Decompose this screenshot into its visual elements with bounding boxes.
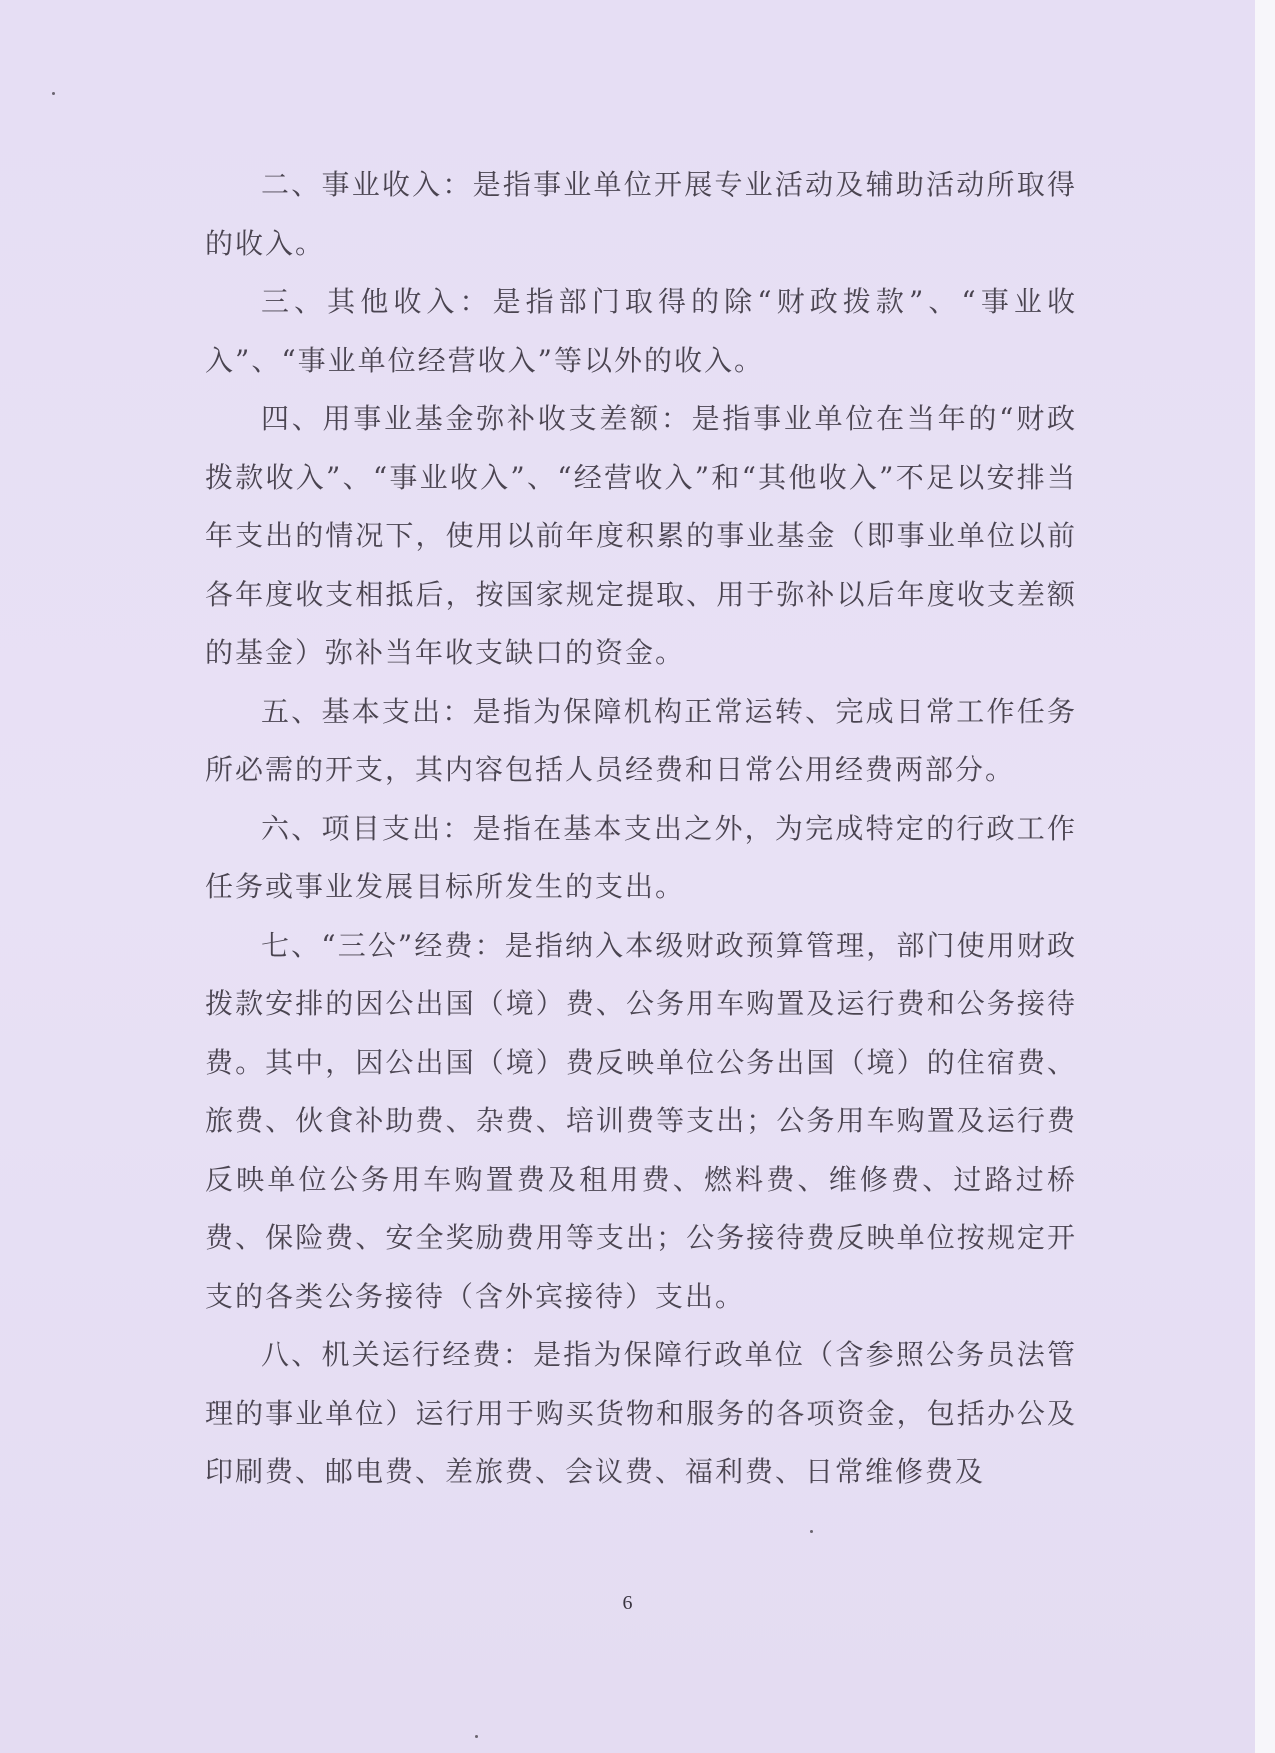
scan-speck (810, 1530, 813, 1533)
paragraph-business-fund: 四、用事业基金弥补收支差额：是指事业单位在当年的“财政拨款收入”、“事业收入”、“经营收入”和“其他收入”不足以安排当年支出的情况下，使用以前年度积累的事业基金（即事业单位以前各年度收支相抵后，按国家规定提取、用于弥补以后年度收支差额的基金）弥补当年收支缺口的资金。 (205, 402, 1077, 669)
paragraph-agency-operating-expenses: 八、机关运行经费：是指为保障行政单位（含参照公务员法管理的事业单位）运行用于购买货物和服务的各项资金，包括办公及印刷费、邮电费、差旅费、会议费、福利费、日常维修费及 (205, 1338, 1077, 1488)
paragraph-business-income: 二、事业收入：是指事业单位开展专业活动及辅助活动所取得的收入。 (205, 168, 1077, 260)
paragraph-project-expenditure: 六、项目支出：是指在基本支出之外，为完成特定的行政工作任务或事业发展目标所发生的支出。 (205, 811, 1077, 903)
paragraph-three-public-expenses: 七、“三公”经费：是指纳入本级财政预算管理，部门使用财政拨款安排的因公出国（境）费、公务用车购置及运行费和公务接待费。其中，因公出国（境）费反映单位公务出国（境）的住宿费、旅费、伙食补助费、杂费、培训费等支出；公务用车购置及运行费反映单位公务用车购置费及租用费、燃料费、维修费、过路过桥费、保险费、安全奖励费用等支出；公务接待费反映单位按规定开支的各类公务接待（含外宾接待）支出。 (205, 928, 1077, 1313)
document-body (205, 156, 1077, 1502)
paragraph-basic-expenditure: 五、基本支出：是指为保障机构正常运转、完成日常工作任务所必需的开支，其内容包括人员经费和日常公用经费两部分。 (205, 694, 1077, 786)
scan-speck (475, 1735, 478, 1738)
page-number: 6 (622, 1592, 633, 1614)
scan-edge (1255, 0, 1275, 1753)
paragraph-other-income: 三、其他收入：是指部门取得的除“财政拨款”、“事业收入”、“事业单位经营收入”等以外的收入。 (205, 285, 1077, 377)
scan-speck (52, 92, 55, 95)
